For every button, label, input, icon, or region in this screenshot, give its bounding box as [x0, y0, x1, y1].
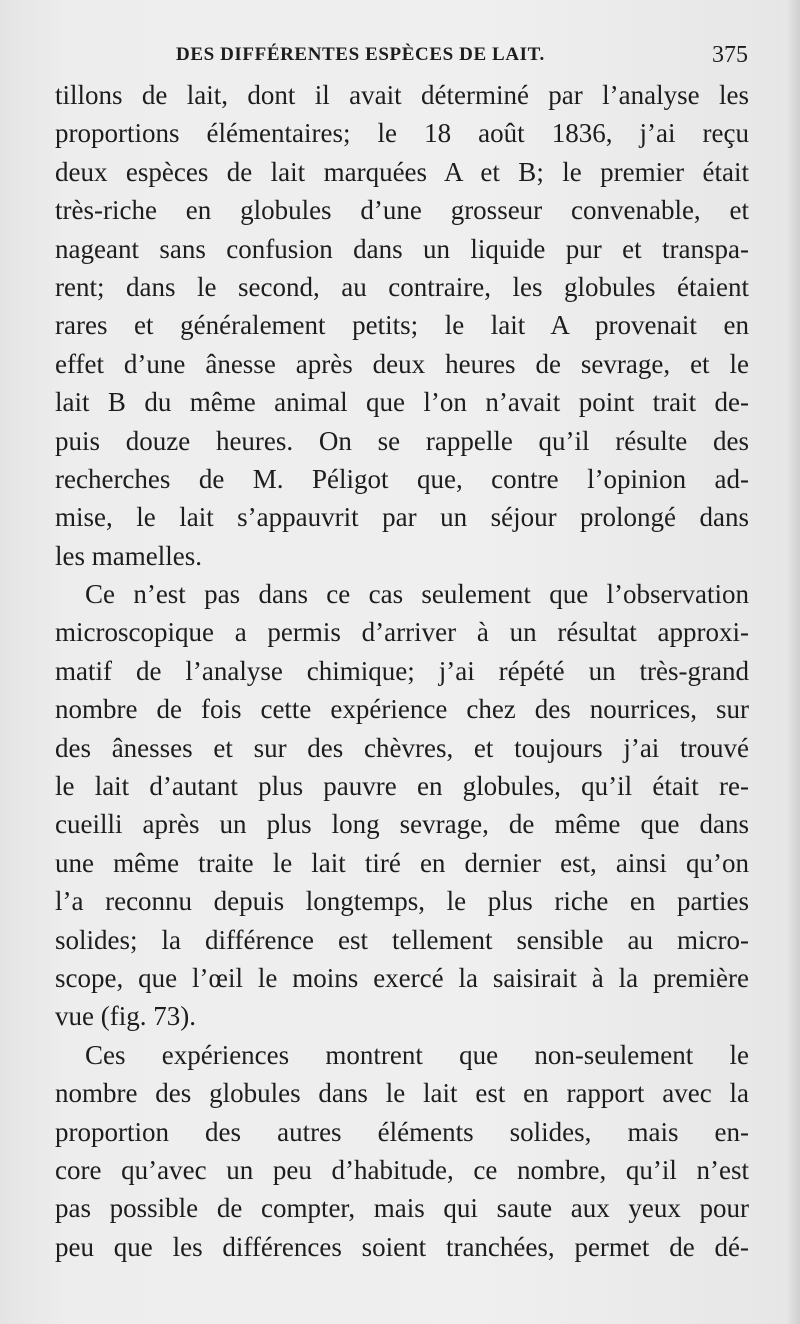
text-line: Ces expériences montrent que non-seulement le: [85, 1039, 749, 1070]
text-line: proportion des autres éléments solides, mais en-: [55, 1116, 749, 1147]
text-line: recherches de M. Péligot que, contre l’opinion ad-: [55, 463, 749, 494]
text-line: très-riche en globules d’une grosseur convenable, et: [55, 195, 749, 226]
text-line: peu que les différences soient tranchées, permet de dé-: [55, 1231, 749, 1262]
text-line: effet d’une ânesse après deux heures de sevrage, et le: [55, 348, 749, 379]
text-line: deux espèces de lait marquées A et B; le premier était: [55, 156, 749, 187]
text-line: matif de l’analyse chimique; j’ai répété un très-grand: [55, 655, 749, 686]
text-line: nombre de fois cette expérience chez des nourrices, sur: [55, 694, 749, 725]
text-line: cueilli après un plus long sevrage, de même que dans: [55, 809, 749, 840]
text-line: scope, que l’œil le moins exercé la saisirait à la première: [55, 962, 749, 993]
text-line: tillons de lait, dont il avait déterminé par l’analyse les: [55, 80, 749, 110]
text-line: rares et généralement petits; le lait A provenait en: [55, 310, 749, 341]
text-line: mise, le lait s’appauvrit par un séjour prolongé dans: [55, 502, 749, 533]
text-line: vue (fig. 73).: [55, 1001, 196, 1032]
page-number: 375: [712, 42, 748, 68]
text-line: puis douze heures. On se rappelle qu’il résulte des: [55, 425, 749, 456]
text-line: des ânesses et sur des chèvres, et toujours j’ai trouvé: [55, 732, 749, 763]
text-line: nombre des globules dans le lait est en rapport avec la: [55, 1078, 749, 1109]
text-line: le lait d’autant plus pauvre en globules, qu’il était re-: [55, 771, 749, 802]
text-line: les mamelles.: [55, 540, 202, 571]
text-line: Ce n’est pas dans ce cas seulement que l’observation: [85, 579, 749, 610]
text-line: core qu’avec un peu d’habitude, ce nombre, qu’il n’est: [55, 1154, 749, 1185]
text-line: proportions élémentaires; le 18 août 1836, j’ai reçu: [55, 118, 749, 149]
text-line: pas possible de compter, mais qui saute aux yeux pour: [55, 1193, 749, 1224]
running-header: [58, 40, 748, 76]
text-line: nageant sans confusion dans un liquide pur et transpa-: [55, 233, 749, 264]
text-line: rent; dans le second, au contraire, les globules étaient: [55, 271, 749, 302]
text-line: lait B du même animal que l’on n’avait point trait de-: [55, 387, 749, 418]
text-line: l’a reconnu depuis longtemps, le plus riche en parties: [55, 886, 749, 917]
running-title: DES DIFFÉRENTES ESPÈCES DE LAIT.: [176, 44, 545, 65]
text-line: microscopique a permis d’arriver à un résultat approxi-: [55, 617, 749, 648]
text-line: une même traite le lait tiré en dernier est, ainsi qu’on: [55, 847, 749, 878]
page-edge-shadow: [786, 0, 800, 1324]
text-line: solides; la différence est tellement sensible au micro-: [55, 924, 749, 955]
body-text: [55, 76, 749, 1266]
